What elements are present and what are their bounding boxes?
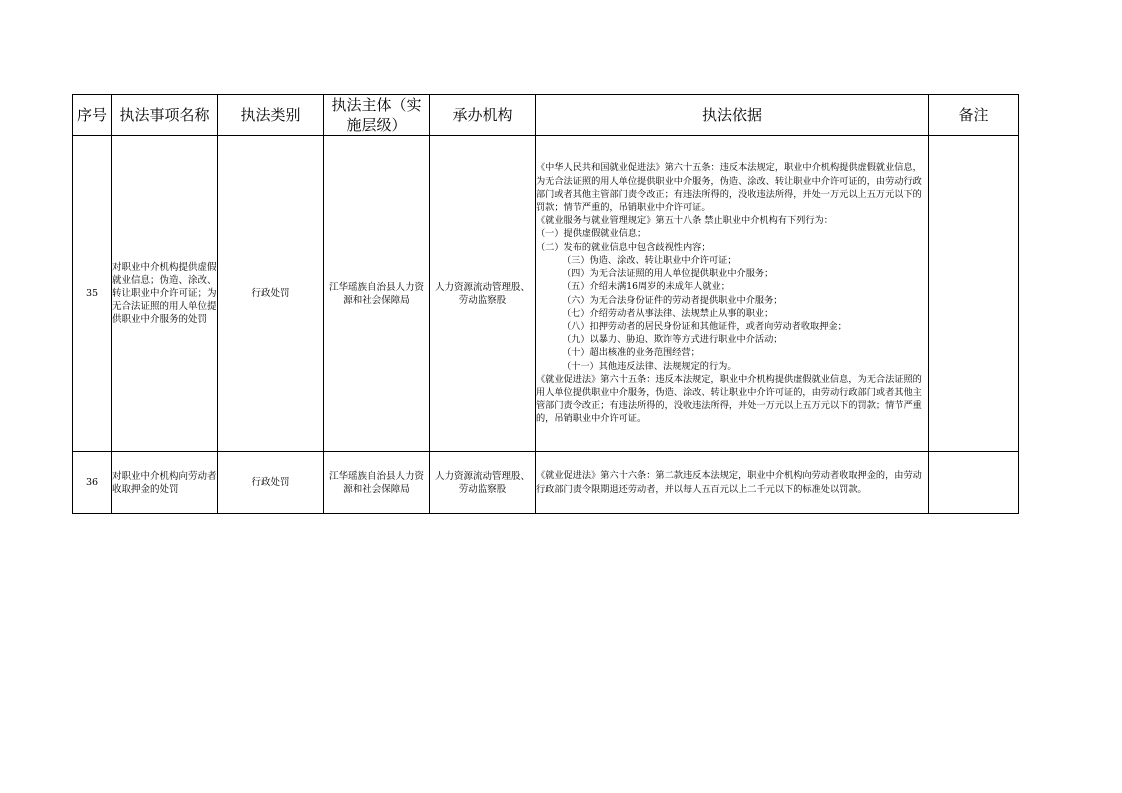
row-seq: 36 bbox=[73, 452, 112, 514]
basis-list-item: （二）发布的就业信息中包含歧视性内容； bbox=[536, 241, 711, 253]
row-item-name: 对职业中介机构向劳动者收取押金的处罚 bbox=[112, 452, 218, 514]
row-category: 行政处罚 bbox=[218, 452, 324, 514]
row-item-name: 对职业中介机构提供虚假就业信息；伪造、涂改、转让职业中介许可证；为无合法证照的用人单位提供职业中介服务的处罚 bbox=[112, 136, 218, 452]
basis-paragraph: 《就业服务与就业管理规定》第五十八条 禁止职业中介机构有下列行为： bbox=[536, 215, 833, 227]
basis-list-item: （九）以暴力、胁迫、欺诈等方式进行职业中介活动； bbox=[562, 334, 783, 346]
basis-list-item: （三）伪造、涂改、转让职业中介许可证； bbox=[562, 254, 737, 266]
basis-list-item: （五）介绍未满16周岁的未成年人就业； bbox=[562, 281, 730, 293]
basis-list-item: （十）超出核准的业务范围经营； bbox=[562, 347, 700, 359]
basis-paragraph: 《就业促进法》第六十五条：违反本法规定，职业中介机构提供虚假就业信息，为无合法证照的用人单位提供职业中介服务，伪造、涂改、转让职业中介许可证的，由劳动行政部门或者其他主管部门责令改正；有违法所得的，没收违法所得，并处一万元以上五万元以下的罚款；情节严重的，吊销职业中介许可证。 bbox=[536, 373, 922, 425]
basis-paragraph: 《中华人民共和国就业促进法》第六十五条：违反本法规定，职业中介机构提供虚假就业信息，为无合法证照的用人单位提供职业中介服务，伪造、涂改、转让职业中介许可证的，由劳动行政部门或者其他主管部门责令改正；有违法所得的，没收违法所得，并处一万元以上五万元以下的罚款；情节严重的，吊销职业中介许可证。 bbox=[536, 162, 922, 214]
header-seq: 序号 bbox=[73, 95, 112, 136]
row-subject: 江华瑶族自治县人力资源和社会保障局 bbox=[324, 452, 430, 514]
enforcement-table bbox=[72, 94, 1019, 514]
row-remarks bbox=[929, 136, 1019, 452]
header-agency: 承办机构 bbox=[430, 95, 536, 136]
row-agency: 人力资源流动管理股、劳动监察股 bbox=[430, 136, 536, 452]
row-category: 行政处罚 bbox=[218, 136, 324, 452]
basis-list-item: （四）为无合法证照的用人单位提供职业中介服务； bbox=[562, 268, 774, 280]
header-basis: 执法依据 bbox=[536, 95, 929, 136]
header-subject: 执法主体（实施层级） bbox=[324, 95, 430, 136]
row-subject: 江华瑶族自治县人力资源和社会保障局 bbox=[324, 136, 430, 452]
header-row bbox=[73, 95, 1019, 136]
row-basis: 《就业促进法》第六十六条：第二款违反本法规定，职业中介机构向劳动者收取押金的，由劳动行政部门责令限期退还劳动者，并以每人五百元以上二千元以下的标准处以罚款。 bbox=[536, 452, 929, 514]
header-category: 执法类别 bbox=[218, 95, 324, 136]
basis-list-item: （十一）其他违反法律、法规规定的行为。 bbox=[562, 360, 737, 372]
table-row bbox=[73, 452, 1019, 514]
row-remarks bbox=[929, 452, 1019, 514]
row-basis bbox=[536, 136, 929, 452]
table-row bbox=[73, 136, 1019, 452]
basis-list-item: （八）扣押劳动者的居民身份证和其他证件，或者向劳动者收取押金； bbox=[562, 320, 847, 332]
basis-list-item: （七）介绍劳动者从事法律、法规禁止从事的职业； bbox=[562, 307, 774, 319]
header-remarks: 备注 bbox=[929, 95, 1019, 136]
basis-list-item: （六）为无合法身份证件的劳动者提供职业中介服务； bbox=[562, 294, 783, 306]
basis-list-item: （一）提供虚假就业信息； bbox=[536, 228, 647, 240]
row-agency: 人力资源流动管理股、劳动监察股 bbox=[430, 452, 536, 514]
header-item-name: 执法事项名称 bbox=[112, 95, 218, 136]
row-seq: 35 bbox=[73, 136, 112, 452]
